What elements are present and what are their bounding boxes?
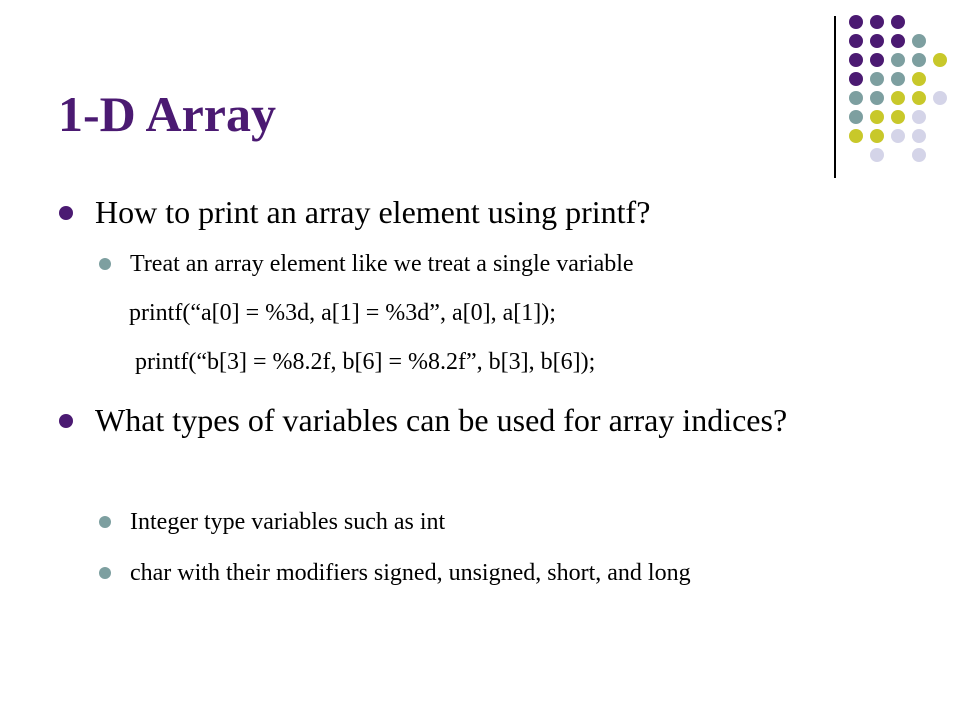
decorative-dot <box>912 53 926 67</box>
decorative-dot <box>870 53 884 67</box>
decorative-dot <box>891 110 905 124</box>
bullet-text: How to print an array element using printf? <box>95 194 651 230</box>
decorative-dot <box>912 129 926 143</box>
sub-bullet-item <box>130 504 870 540</box>
sub-bullet-dot-icon <box>99 516 111 528</box>
decorative-dot <box>891 72 905 86</box>
sub-bullet-text: char with their modifiers signed, unsigned, short, and long <box>130 560 691 586</box>
decorative-dot <box>870 72 884 86</box>
decorative-dot <box>870 91 884 105</box>
bullet-item <box>95 401 855 439</box>
decorative-dot <box>891 15 905 29</box>
slide-title: 1-D Array <box>58 86 276 142</box>
decorative-dot <box>891 34 905 48</box>
decorative-dot <box>849 72 863 86</box>
decorative-dot <box>933 91 947 105</box>
bullet-text: What types of variables can be used for array indices? <box>95 402 788 438</box>
decorative-dot <box>912 72 926 86</box>
decorative-dot <box>870 129 884 143</box>
decorative-dot <box>849 53 863 67</box>
sub-bullet-text: Treat an array element like we treat a single variable <box>130 251 634 277</box>
sub-bullet-dot-icon <box>99 258 111 270</box>
bullet-dot-icon <box>59 414 73 428</box>
decorative-dot <box>870 148 884 162</box>
decorative-dot <box>891 53 905 67</box>
code-line: printf(“a[0] = %3d, a[1] = %3d”, a[0], a[1]); <box>129 300 556 326</box>
decorative-dot <box>912 110 926 124</box>
decorative-dot <box>870 110 884 124</box>
decorative-dot <box>849 91 863 105</box>
decorative-dot <box>912 91 926 105</box>
decorative-dot <box>891 91 905 105</box>
bullet-item <box>95 193 855 231</box>
decorative-dot <box>849 34 863 48</box>
sub-bullet-dot-icon <box>99 567 111 579</box>
code-line: printf(“b[3] = %8.2f, b[6] = %8.2f”, b[3], b[6]); <box>135 349 596 375</box>
decorative-dot <box>933 53 947 67</box>
decorative-dot <box>912 34 926 48</box>
decorative-dot <box>849 110 863 124</box>
sub-bullet-item <box>130 555 870 591</box>
decorative-dot <box>891 129 905 143</box>
decorative-dot <box>912 148 926 162</box>
decorative-dot <box>849 129 863 143</box>
sub-bullet-item <box>130 246 870 282</box>
decorative-dot <box>849 15 863 29</box>
bullet-dot-icon <box>59 206 73 220</box>
vertical-divider <box>834 16 836 178</box>
decorative-dot <box>870 15 884 29</box>
sub-bullet-text: Integer type variables such as int <box>130 509 446 535</box>
decorative-dot <box>870 34 884 48</box>
